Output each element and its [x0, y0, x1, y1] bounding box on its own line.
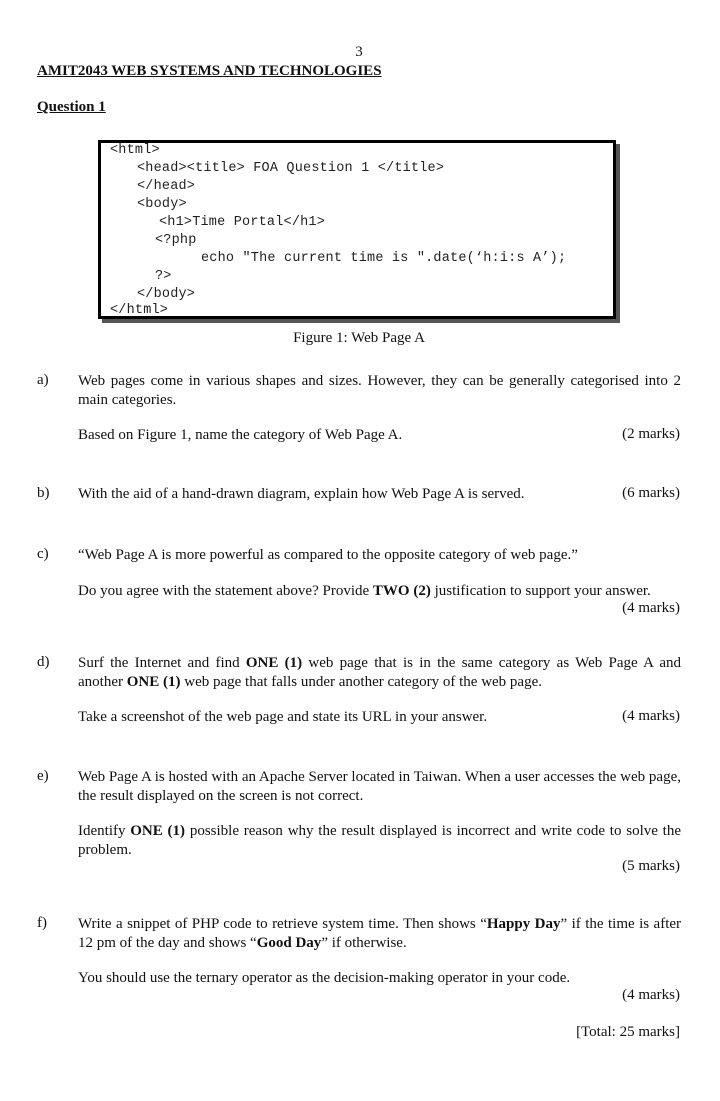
code-line: <body> [137, 197, 187, 212]
part-d-question: Take a screenshot of the web page and state its URL in your answer. [78, 709, 488, 725]
part-a-question: Based on Figure 1, name the category of Web Page A. [78, 427, 403, 443]
part-a-marks: (2 marks) [622, 426, 680, 442]
part-f-text: Write a snippet of PHP code to retrieve system time. Then shows “Happy Day” if the time is after 12 pm of the day and shows “Good Day” if otherwise. [78, 916, 682, 951]
code-line: </body> [137, 287, 196, 302]
code-line: <head><title> FOA Question 1 </title> [137, 161, 445, 176]
part-a-label: a) [37, 372, 49, 388]
part-e-question: Identify ONE (1) possible reason why the result displayed is incorrect and write code to solve the problem. [78, 823, 681, 858]
part-c-statement: “Web Page A is more powerful as compared to the opposite category of web page.” [78, 547, 578, 563]
part-b-text: With the aid of a hand-drawn diagram, explain how Web Page A is served. [78, 486, 525, 502]
total-marks: [Total: 25 marks] [576, 1024, 680, 1040]
part-b-marks: (6 marks) [622, 485, 680, 501]
part-f-marks: (4 marks) [622, 987, 680, 1003]
figure-caption: Figure 1: Web Page A [293, 330, 425, 346]
part-a-text: Web pages come in various shapes and sizes. However, they can be generally categorised into 2 main categories. [78, 373, 681, 408]
part-e-marks: (5 marks) [622, 858, 680, 874]
code-line: </html> [110, 303, 169, 318]
part-f-question: You should use the ternary operator as the decision-making operator in your code. [78, 970, 571, 986]
part-d-text: Surf the Internet and find ONE (1) web page that is in the same category as Web Page A and another ONE (1) web page that falls under another category of the web page. [78, 655, 681, 690]
part-d-label: d) [37, 654, 50, 670]
code-line: </head> [137, 179, 196, 194]
question-title: Question 1 [37, 99, 106, 115]
part-e-label: e) [37, 768, 49, 784]
code-line: echo "The current time is ".date(‘h:i:s A’); [201, 251, 567, 266]
part-c-label: c) [37, 546, 49, 562]
code-line: ?> [155, 269, 172, 284]
page-number: 3 [355, 44, 363, 60]
code-figure [98, 140, 616, 319]
part-d-marks: (4 marks) [622, 708, 680, 724]
part-b-label: b) [37, 485, 50, 501]
part-c-marks: (4 marks) [622, 600, 680, 616]
part-c-question: Do you agree with the statement above? Provide TWO (2) justification to support your answer. [78, 583, 651, 599]
part-e-text: Web Page A is hosted with an Apache Server located in Taiwan. When a user accesses the web page, the result displayed on the screen is not correct. [78, 769, 681, 804]
course-title: AMIT2043 WEB SYSTEMS AND TECHNOLOGIES [37, 63, 382, 79]
code-line: <h1>Time Portal</h1> [159, 215, 326, 230]
code-line: <?php [155, 233, 197, 248]
code-line: <html> [110, 143, 160, 158]
part-f-label: f) [37, 915, 47, 931]
